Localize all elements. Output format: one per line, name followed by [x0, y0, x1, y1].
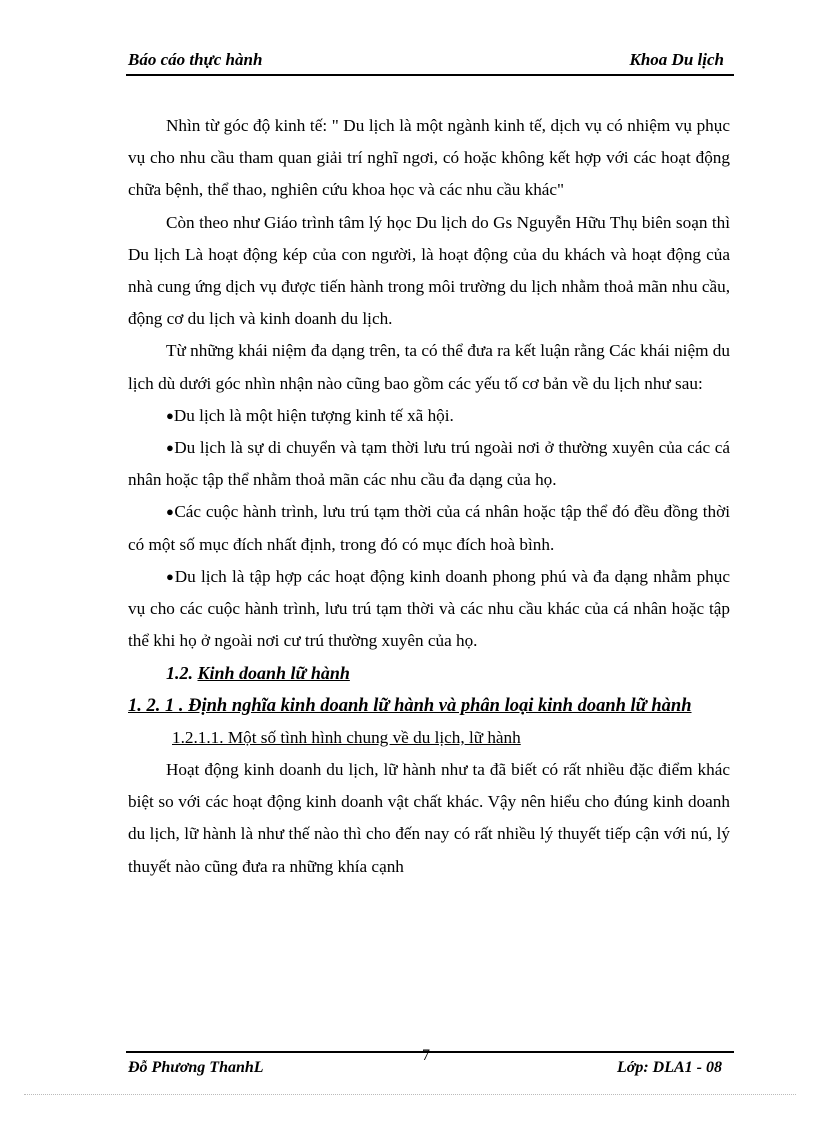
footer-author: Đỗ Phương ThanhL [128, 1059, 264, 1076]
bullet-dot-icon: ● [166, 440, 175, 456]
section-number: 1.2. [166, 663, 193, 684]
paragraph-economic-view: Nhìn từ góc độ kinh tế: " Du lịch là một ngành kinh tế, dịch vụ có nhiệm vụ phục vụ cho nhu cầu tham quan giải trí nghĩ ngơi, có hoặc không kết hợp với các hoạt động chữa bệnh, thể thao, nghiên cứu khoa học và các nhu cầu khác" [128, 116, 730, 200]
section-heading [128, 657, 730, 689]
bullet-dot-icon: ● [166, 504, 175, 520]
bullet-item: ●Các cuộc hành trình, lưu trú tạm thời của cá nhân hoặc tập thể đó đều đồng thời có một số mục đích nhất định, trong đó có mục đích hoà bình. [128, 502, 731, 554]
bullet-dot-icon: ● [166, 407, 174, 423]
bullet-item: ●Du lịch là sự di chuyển và tạm thời lưu trú ngoài nơi ở thường xuyên của các cá nhân hoặc tập thể nhằm thoả mãn các nhu cầu đa dạng của họ. [128, 438, 730, 490]
paragraph-conclusion: Từ những khái niệm đa dạng trên, ta có thể đưa ra kết luận rằng Các khái niệm du lịch dù dưới góc nhìn nhận nào cũng bao gồm các yếu tố cơ bản về du lịch như sau: [128, 341, 730, 393]
page-number: 7 [422, 1047, 430, 1064]
page-footer [126, 1047, 734, 1083]
paragraph-business-overview: Hoạt động kinh doanh du lịch, lữ hành như ta đã biết có rất nhiều đặc điểm khác biệt so với các hoạt động kinh doanh vật chất khác. Vậy nên hiểu cho đúng kinh doanh du lịch, lữ hành là như thế nào thì cho đến nay có rất nhiều lý thuyết tiếp cận với nú, lý thuyết nào cũng đưa ra những khía cạnh [128, 760, 730, 876]
bullet-item: ●Du lịch là một hiện tượng kinh tế xã hội. [166, 405, 454, 425]
header-report-title: Báo cáo thực hành [128, 50, 263, 69]
section-title: Kinh doanh lữ hành [197, 663, 350, 684]
bullet-item: ●Du lịch là tập hợp các hoạt động kinh doanh phong phú và đa dạng nhằm phục vụ cho các cuộc hành trình, lưu trú tạm thời và các nhu cầu khác của cá nhân hoặc tập thể khi họ ở ngoài nơi cư trú thường xuyên của họ. [128, 566, 730, 651]
footer-class: Lớp: DLA1 - 08 [616, 1059, 722, 1076]
page-break-line [24, 1094, 796, 1095]
bullet-dot-icon: ● [166, 568, 175, 584]
document-body [128, 110, 730, 883]
subsubsection-heading: 1.2.1.1. Một số tình hình chung về du lịch, lữ hành [172, 727, 521, 747]
paragraph-psychology-definition: Còn theo như Giáo trình tâm lý học Du lịch do Gs Nguyễn Hữu Thụ biên soạn thì Du lịch Là hoạt động kép của con người, là hoạt động của du khách và hoạt động của nhà cung ứng dịch vụ được tiến hành trong môi trường du lịch nhằm thoả mãn nhu cầu, động cơ du lịch và kinh doanh du lịch. [128, 212, 730, 329]
header-faculty: Khoa Du lịch [629, 50, 724, 69]
subsection-heading: 1. 2. 1 . Định nghĩa kinh doanh lữ hành và phân loại kinh doanh lữ hành [128, 695, 692, 716]
page-header [126, 48, 734, 76]
